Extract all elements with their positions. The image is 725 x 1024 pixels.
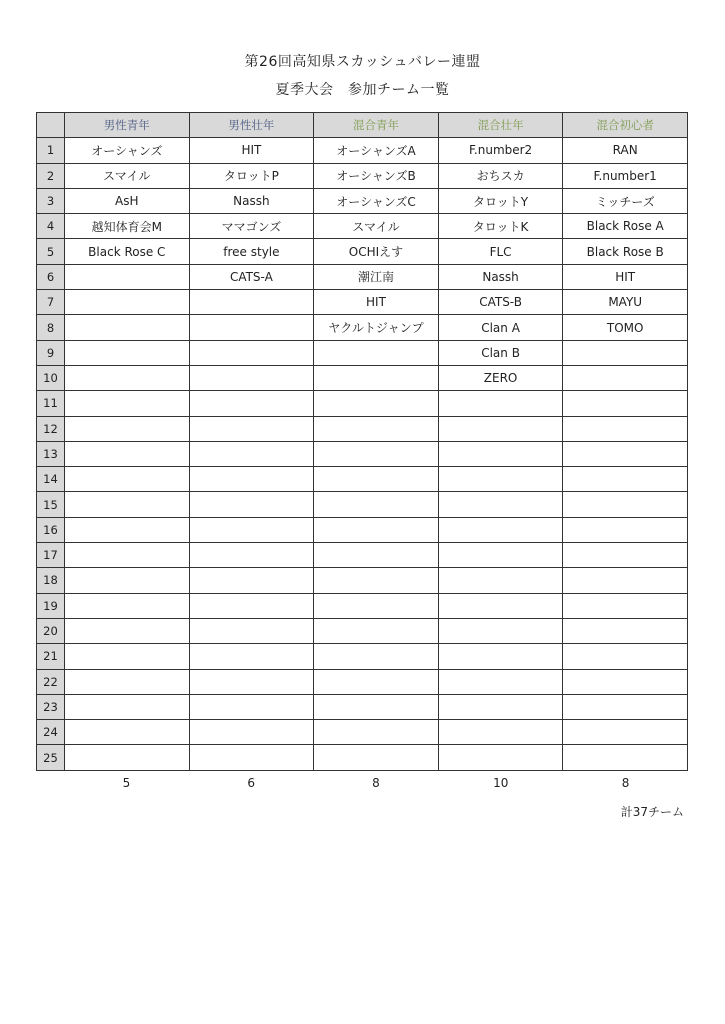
table-cell: タロットP <box>189 163 314 188</box>
total-count: 計37チーム <box>620 805 684 819</box>
table-cell: OCHIえす <box>314 239 439 264</box>
table-cell: TOMO <box>563 315 688 340</box>
page-title: 第26回高知県スカッシュバレー連盟 <box>244 54 481 70</box>
table-cell <box>65 391 190 416</box>
table-cell <box>438 720 563 745</box>
table-row <box>37 163 688 188</box>
table-cell <box>314 720 439 745</box>
table-cell <box>438 568 563 593</box>
table-cell <box>314 517 439 542</box>
table-cell <box>189 543 314 568</box>
row-number: 3 <box>37 188 65 213</box>
table-cell <box>65 720 190 745</box>
table-row <box>37 365 688 390</box>
table-cell <box>314 669 439 694</box>
table-cell <box>65 492 190 517</box>
table-cell: CATS-B <box>438 290 563 315</box>
table-cell <box>438 517 563 542</box>
table-cell: ママゴンズ <box>189 214 314 239</box>
table-cell <box>563 441 688 466</box>
table-cell <box>563 492 688 517</box>
table-cell: オーシャンズA <box>314 138 439 163</box>
table-row <box>37 290 688 315</box>
table-row <box>37 694 688 719</box>
table-row <box>37 188 688 213</box>
column-header: 混合壮年 <box>438 113 563 138</box>
table-header-row <box>37 113 688 138</box>
table-cell <box>314 694 439 719</box>
row-number: 9 <box>37 340 65 365</box>
table-cell: MAYU <box>563 290 688 315</box>
table-cell <box>563 416 688 441</box>
table-cell: タロットY <box>438 188 563 213</box>
table-cell <box>189 517 314 542</box>
table-cell <box>189 340 314 365</box>
table-cell <box>563 618 688 643</box>
table-row <box>37 517 688 542</box>
row-number: 17 <box>37 543 65 568</box>
table-row <box>37 315 688 340</box>
column-counts <box>64 776 688 790</box>
table-cell: Black Rose B <box>563 239 688 264</box>
table-cell <box>314 492 439 517</box>
row-number: 22 <box>37 669 65 694</box>
table-row <box>37 593 688 618</box>
table-cell <box>189 593 314 618</box>
table-cell: Clan A <box>438 315 563 340</box>
table-cell <box>65 618 190 643</box>
table-cell <box>189 365 314 390</box>
table-cell <box>65 593 190 618</box>
count-cell: 6 <box>247 776 256 790</box>
teams-table <box>36 112 688 771</box>
row-number: 14 <box>37 467 65 492</box>
table-cell <box>189 467 314 492</box>
row-number: 12 <box>37 416 65 441</box>
row-number: 1 <box>37 138 65 163</box>
table-cell: おちスカ <box>438 163 563 188</box>
table-cell <box>314 340 439 365</box>
row-number: 19 <box>37 593 65 618</box>
table-cell <box>65 315 190 340</box>
table-cell: HIT <box>563 264 688 289</box>
count-cell: 10 <box>493 776 509 790</box>
table-cell <box>65 365 190 390</box>
table-cell <box>563 644 688 669</box>
count-cell: 8 <box>372 776 380 790</box>
table-cell <box>438 391 563 416</box>
table-cell <box>65 290 190 315</box>
table-cell <box>65 517 190 542</box>
table-cell <box>438 416 563 441</box>
table-row <box>37 391 688 416</box>
table-cell <box>563 391 688 416</box>
table-cell <box>189 290 314 315</box>
row-number: 16 <box>37 517 65 542</box>
row-number: 20 <box>37 618 65 643</box>
table-cell: スマイル <box>314 214 439 239</box>
table-cell <box>314 391 439 416</box>
table-cell <box>438 492 563 517</box>
row-number: 25 <box>37 745 65 770</box>
row-number-header <box>37 113 65 138</box>
table-cell: タロットK <box>438 214 563 239</box>
table-cell <box>189 669 314 694</box>
table-row <box>37 214 688 239</box>
table-row <box>37 467 688 492</box>
table-cell: ヤクルトジャンプ <box>314 315 439 340</box>
table-cell <box>314 467 439 492</box>
table-cell <box>189 492 314 517</box>
table-row <box>37 644 688 669</box>
table-row <box>37 745 688 770</box>
table-cell <box>314 568 439 593</box>
table-cell <box>314 745 439 770</box>
table-cell: 潮江南 <box>314 264 439 289</box>
table-cell <box>563 669 688 694</box>
table-cell: Black Rose C <box>65 239 190 264</box>
table-cell <box>65 340 190 365</box>
table-cell <box>438 543 563 568</box>
table-cell: ミッチーズ <box>563 188 688 213</box>
table-row <box>37 543 688 568</box>
row-number: 21 <box>37 644 65 669</box>
row-number: 10 <box>37 365 65 390</box>
table-cell <box>438 593 563 618</box>
table-cell <box>65 568 190 593</box>
table-cell <box>563 745 688 770</box>
row-number: 5 <box>37 239 65 264</box>
table-cell: オーシャンズC <box>314 188 439 213</box>
table-cell <box>314 644 439 669</box>
table-row <box>37 340 688 365</box>
table-cell <box>563 568 688 593</box>
table-cell <box>65 467 190 492</box>
table-cell <box>65 543 190 568</box>
column-header: 男性壮年 <box>189 113 314 138</box>
table-cell <box>189 315 314 340</box>
table-row <box>37 618 688 643</box>
table-cell <box>314 416 439 441</box>
table-cell <box>438 441 563 466</box>
row-number: 15 <box>37 492 65 517</box>
table-cell <box>65 416 190 441</box>
table-cell: オーシャンズB <box>314 163 439 188</box>
table-cell: F.number1 <box>563 163 688 188</box>
table-cell <box>189 416 314 441</box>
table-cell <box>563 593 688 618</box>
table-cell: スマイル <box>65 163 190 188</box>
table-cell <box>438 745 563 770</box>
table-cell: AsH <box>65 188 190 213</box>
table-cell: Clan B <box>438 340 563 365</box>
table-row <box>37 492 688 517</box>
table-cell <box>189 720 314 745</box>
table-cell <box>189 568 314 593</box>
table-cell: free style <box>189 239 314 264</box>
table-cell <box>438 644 563 669</box>
table-cell <box>314 593 439 618</box>
table-cell <box>65 745 190 770</box>
table-cell <box>314 618 439 643</box>
table-cell <box>563 694 688 719</box>
table-row <box>37 669 688 694</box>
table-row <box>37 720 688 745</box>
row-number: 13 <box>37 441 65 466</box>
table-row <box>37 138 688 163</box>
count-cell: 8 <box>621 776 630 790</box>
column-header: 混合青年 <box>314 113 439 138</box>
table-cell <box>314 365 439 390</box>
table-cell <box>189 618 314 643</box>
table-cell: HIT <box>314 290 439 315</box>
table-row <box>37 264 688 289</box>
table-cell: FLC <box>438 239 563 264</box>
page-subtitle: 夏季大会 参加チーム一覧 <box>275 82 450 98</box>
table-cell: Black Rose A <box>563 214 688 239</box>
table-cell <box>189 644 314 669</box>
table-cell <box>189 745 314 770</box>
table-row <box>37 239 688 264</box>
row-number: 4 <box>37 214 65 239</box>
row-number: 2 <box>37 163 65 188</box>
table-cell <box>189 391 314 416</box>
table-cell <box>65 669 190 694</box>
table-cell <box>563 365 688 390</box>
table-cell <box>563 340 688 365</box>
table-cell <box>314 543 439 568</box>
table-cell <box>65 644 190 669</box>
table-cell: 越知体育会M <box>65 214 190 239</box>
table-row <box>37 441 688 466</box>
table-cell <box>438 694 563 719</box>
table-cell <box>563 543 688 568</box>
table-cell <box>563 467 688 492</box>
row-number: 24 <box>37 720 65 745</box>
table-cell: RAN <box>563 138 688 163</box>
table-cell: CATS-A <box>189 264 314 289</box>
table-cell: Nassh <box>189 188 314 213</box>
table-cell: F.number2 <box>438 138 563 163</box>
table-cell <box>65 694 190 719</box>
column-header: 混合初心者 <box>563 113 688 138</box>
row-number: 6 <box>37 264 65 289</box>
table-cell: オーシャンズ <box>65 138 190 163</box>
table-cell <box>189 694 314 719</box>
table-cell <box>314 441 439 466</box>
table-cell <box>438 669 563 694</box>
table-cell <box>189 441 314 466</box>
row-number: 11 <box>37 391 65 416</box>
column-header: 男性青年 <box>65 113 190 138</box>
row-number: 7 <box>37 290 65 315</box>
row-number: 23 <box>37 694 65 719</box>
table-row <box>37 568 688 593</box>
row-number: 8 <box>37 315 65 340</box>
table-cell: ZERO <box>438 365 563 390</box>
table-cell <box>65 264 190 289</box>
table-cell <box>65 441 190 466</box>
table-cell <box>438 618 563 643</box>
table-cell <box>438 467 563 492</box>
count-cell: 5 <box>122 776 131 790</box>
table-row <box>37 416 688 441</box>
table-cell: Nassh <box>438 264 563 289</box>
row-number: 18 <box>37 568 65 593</box>
table-cell: HIT <box>189 138 314 163</box>
table-cell <box>563 517 688 542</box>
table-cell <box>563 720 688 745</box>
